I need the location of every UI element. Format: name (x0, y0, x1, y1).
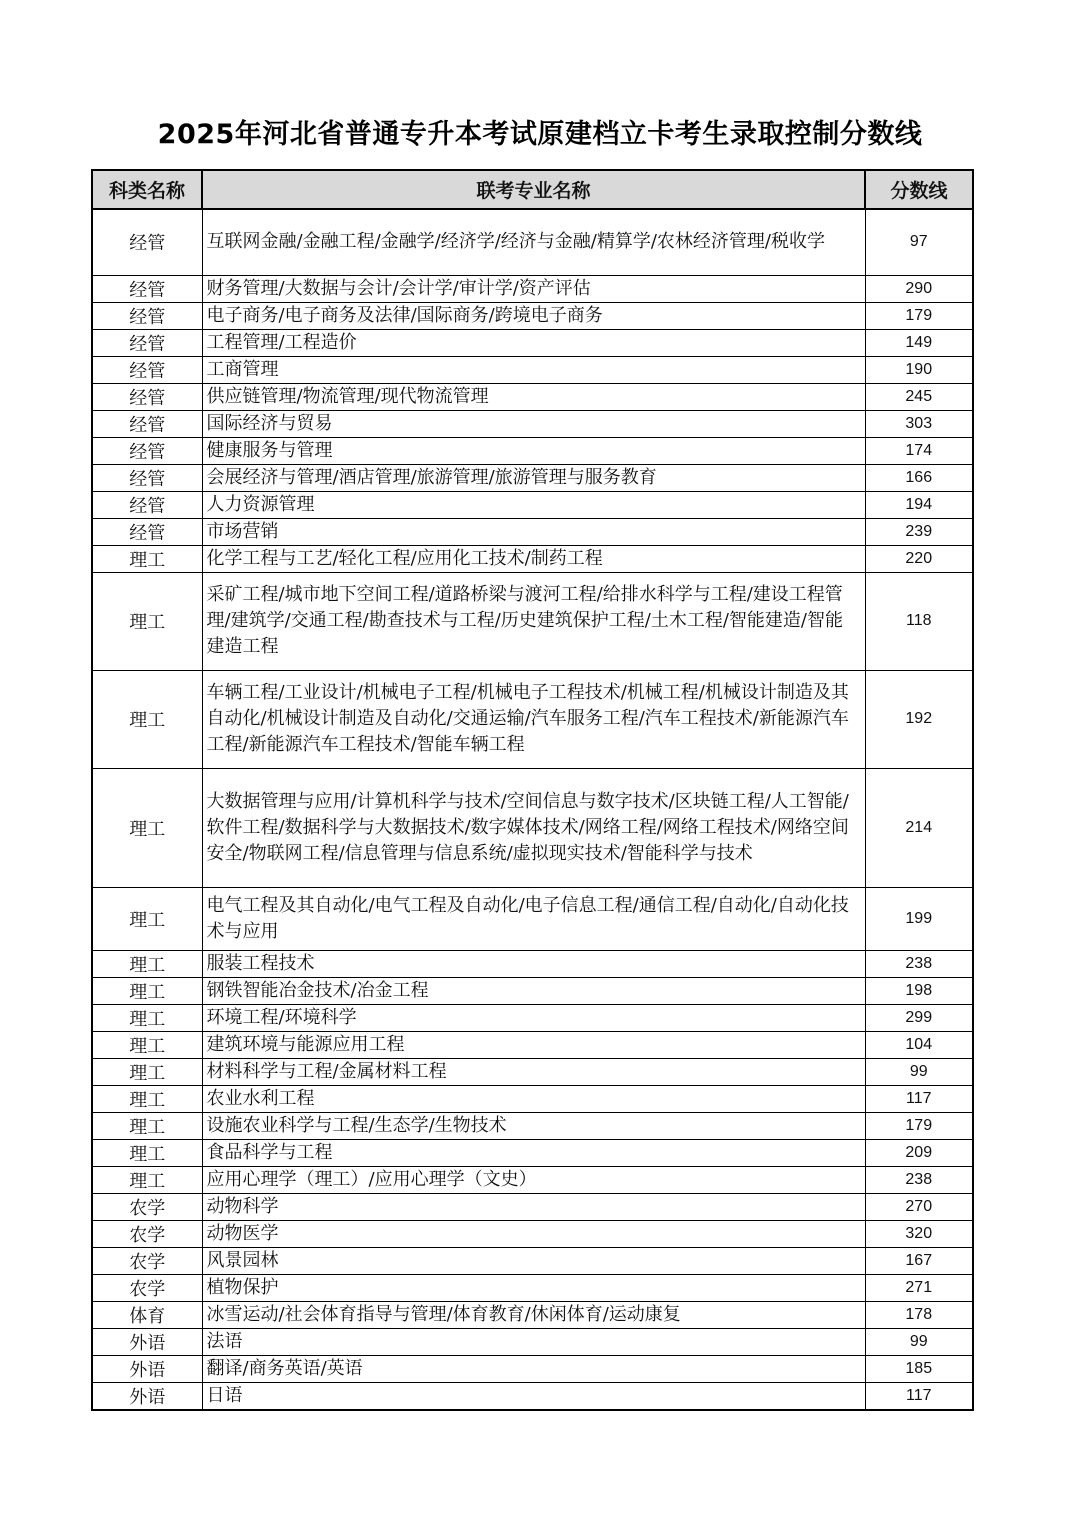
table-row (92, 491, 973, 518)
majors-cell: 法语 (202, 1328, 865, 1355)
category-cell: 经管 (92, 491, 202, 518)
majors-cell: 食品科学与工程 (202, 1139, 865, 1166)
category-cell: 体育 (92, 1301, 202, 1328)
category-cell: 农学 (92, 1247, 202, 1274)
table-row (92, 1058, 973, 1085)
majors-cell: 人力资源管理 (202, 491, 865, 518)
majors-cell: 大数据管理与应用/计算机科学与技术/空间信息与数字技术/区块链工程/人工智能/软件工程/数据科学与大数据技术/数字媒体技术/网络工程/网络工程技术/网络空间安全/物联网工程/信息管理与信息系统/虚拟现实技术/智能科学与技术 (202, 768, 865, 887)
category-cell: 理工 (92, 1031, 202, 1058)
majors-cell: 车辆工程/工业设计/机械电子工程/机械电子工程技术/机械工程/机械设计制造及其自动化/机械设计制造及自动化/交通运输/汽车服务工程/汽车工程技术/新能源汽车工程/新能源汽车工程技术/智能车辆工程 (202, 670, 865, 768)
table-row (92, 275, 973, 302)
category-cell: 理工 (92, 1085, 202, 1112)
table-row (92, 1193, 973, 1220)
category-cell: 理工 (92, 572, 202, 670)
majors-cell: 化学工程与工艺/轻化工程/应用化工技术/制药工程 (202, 545, 865, 572)
table-row (92, 356, 973, 383)
table-row (92, 1085, 973, 1112)
table-row (92, 1031, 973, 1058)
score-cell: 271 (865, 1274, 973, 1301)
table-row (92, 1220, 973, 1247)
category-cell: 经管 (92, 275, 202, 302)
score-cell: 238 (865, 1166, 973, 1193)
category-cell: 理工 (92, 887, 202, 950)
header-score: 分数线 (865, 170, 973, 209)
category-cell: 经管 (92, 464, 202, 491)
majors-cell: 互联网金融/金融工程/金融学/经济学/经济与金融/精算学/农林经济管理/税收学 (202, 209, 865, 275)
score-cell: 166 (865, 464, 973, 491)
majors-cell: 翻译/商务英语/英语 (202, 1355, 865, 1382)
score-cell: 290 (865, 275, 973, 302)
table-row (92, 1004, 973, 1031)
score-cell: 99 (865, 1058, 973, 1085)
score-cell: 118 (865, 572, 973, 670)
table-row (92, 1112, 973, 1139)
table-row (92, 545, 973, 572)
category-cell: 理工 (92, 1112, 202, 1139)
table-row (92, 887, 973, 950)
majors-cell: 动物医学 (202, 1220, 865, 1247)
score-cell: 99 (865, 1328, 973, 1355)
table-row (92, 209, 973, 275)
score-cell: 104 (865, 1031, 973, 1058)
page-title: 2025年河北省普通专升本考试原建档立卡考生录取控制分数线 (157, 119, 923, 150)
score-cell: 192 (865, 670, 973, 768)
majors-cell: 会展经济与管理/酒店管理/旅游管理/旅游管理与服务教育 (202, 464, 865, 491)
header-majors: 联考专业名称 (202, 170, 865, 209)
table-row (92, 518, 973, 545)
category-cell: 外语 (92, 1328, 202, 1355)
category-cell: 理工 (92, 1004, 202, 1031)
score-table (91, 169, 974, 1411)
score-cell: 194 (865, 491, 973, 518)
majors-cell: 市场营销 (202, 518, 865, 545)
category-cell: 经管 (92, 437, 202, 464)
category-cell: 经管 (92, 209, 202, 275)
majors-cell: 工商管理 (202, 356, 865, 383)
majors-cell: 设施农业科学与工程/生态学/生物技术 (202, 1112, 865, 1139)
score-cell: 220 (865, 545, 973, 572)
majors-cell: 服装工程技术 (202, 950, 865, 977)
category-cell: 农学 (92, 1274, 202, 1301)
score-cell: 214 (865, 768, 973, 887)
majors-cell: 植物保护 (202, 1274, 865, 1301)
score-cell: 245 (865, 383, 973, 410)
majors-cell: 采矿工程/城市地下空间工程/道路桥梁与渡河工程/给排水科学与工程/建设工程管理/建筑学/交通工程/勘查技术与工程/历史建筑保护工程/土木工程/智能建造/智能建造工程 (202, 572, 865, 670)
score-cell: 97 (865, 209, 973, 275)
table-row (92, 670, 973, 768)
majors-cell: 风景园林 (202, 1247, 865, 1274)
category-cell: 经管 (92, 383, 202, 410)
majors-cell: 冰雪运动/社会体育指导与管理/体育教育/休闲体育/运动康复 (202, 1301, 865, 1328)
category-cell: 理工 (92, 1166, 202, 1193)
table-row (92, 1274, 973, 1301)
table-row (92, 302, 973, 329)
category-cell: 经管 (92, 329, 202, 356)
category-cell: 经管 (92, 302, 202, 329)
majors-cell: 环境工程/环境科学 (202, 1004, 865, 1031)
table-row (92, 950, 973, 977)
majors-cell: 财务管理/大数据与会计/会计学/审计学/资产评估 (202, 275, 865, 302)
score-cell: 190 (865, 356, 973, 383)
score-cell: 179 (865, 302, 973, 329)
score-cell: 117 (865, 1085, 973, 1112)
table-row (92, 572, 973, 670)
table-header-row (92, 170, 973, 209)
majors-cell: 工程管理/工程造价 (202, 329, 865, 356)
table-row (92, 437, 973, 464)
table-row (92, 1247, 973, 1274)
majors-cell: 日语 (202, 1382, 865, 1410)
category-cell: 理工 (92, 670, 202, 768)
score-cell: 238 (865, 950, 973, 977)
score-cell: 239 (865, 518, 973, 545)
majors-cell: 材料科学与工程/金属材料工程 (202, 1058, 865, 1085)
table-row (92, 383, 973, 410)
table-row (92, 329, 973, 356)
score-cell: 185 (865, 1355, 973, 1382)
header-category: 科类名称 (92, 170, 202, 209)
table-row (92, 1139, 973, 1166)
score-cell: 199 (865, 887, 973, 950)
table-row (92, 768, 973, 887)
category-cell: 理工 (92, 768, 202, 887)
score-cell: 174 (865, 437, 973, 464)
table-row (92, 1301, 973, 1328)
category-cell: 农学 (92, 1193, 202, 1220)
score-cell: 299 (865, 1004, 973, 1031)
majors-cell: 电子商务/电子商务及法律/国际商务/跨境电子商务 (202, 302, 865, 329)
table-row (92, 1166, 973, 1193)
category-cell: 农学 (92, 1220, 202, 1247)
category-cell: 理工 (92, 977, 202, 1004)
score-cell: 209 (865, 1139, 973, 1166)
score-cell: 178 (865, 1301, 973, 1328)
category-cell: 理工 (92, 1058, 202, 1085)
majors-cell: 建筑环境与能源应用工程 (202, 1031, 865, 1058)
score-cell: 270 (865, 1193, 973, 1220)
category-cell: 经管 (92, 410, 202, 437)
score-cell: 198 (865, 977, 973, 1004)
majors-cell: 应用心理学（理工）/应用心理学（文史） (202, 1166, 865, 1193)
majors-cell: 供应链管理/物流管理/现代物流管理 (202, 383, 865, 410)
category-cell: 外语 (92, 1355, 202, 1382)
table-row (92, 410, 973, 437)
score-cell: 117 (865, 1382, 973, 1410)
table-row (92, 1328, 973, 1355)
table-row (92, 464, 973, 491)
category-cell: 经管 (92, 518, 202, 545)
table-row (92, 1382, 973, 1410)
score-cell: 320 (865, 1220, 973, 1247)
score-cell: 167 (865, 1247, 973, 1274)
majors-cell: 钢铁智能冶金技术/冶金工程 (202, 977, 865, 1004)
table-row (92, 1355, 973, 1382)
majors-cell: 健康服务与管理 (202, 437, 865, 464)
score-cell: 303 (865, 410, 973, 437)
category-cell: 经管 (92, 356, 202, 383)
category-cell: 理工 (92, 1139, 202, 1166)
score-cell: 149 (865, 329, 973, 356)
category-cell: 理工 (92, 950, 202, 977)
majors-cell: 动物科学 (202, 1193, 865, 1220)
majors-cell: 电气工程及其自动化/电气工程及自动化/电子信息工程/通信工程/自动化/自动化技术与应用 (202, 887, 865, 950)
category-cell: 外语 (92, 1382, 202, 1410)
table-row (92, 977, 973, 1004)
majors-cell: 国际经济与贸易 (202, 410, 865, 437)
category-cell: 理工 (92, 545, 202, 572)
majors-cell: 农业水利工程 (202, 1085, 865, 1112)
score-cell: 179 (865, 1112, 973, 1139)
